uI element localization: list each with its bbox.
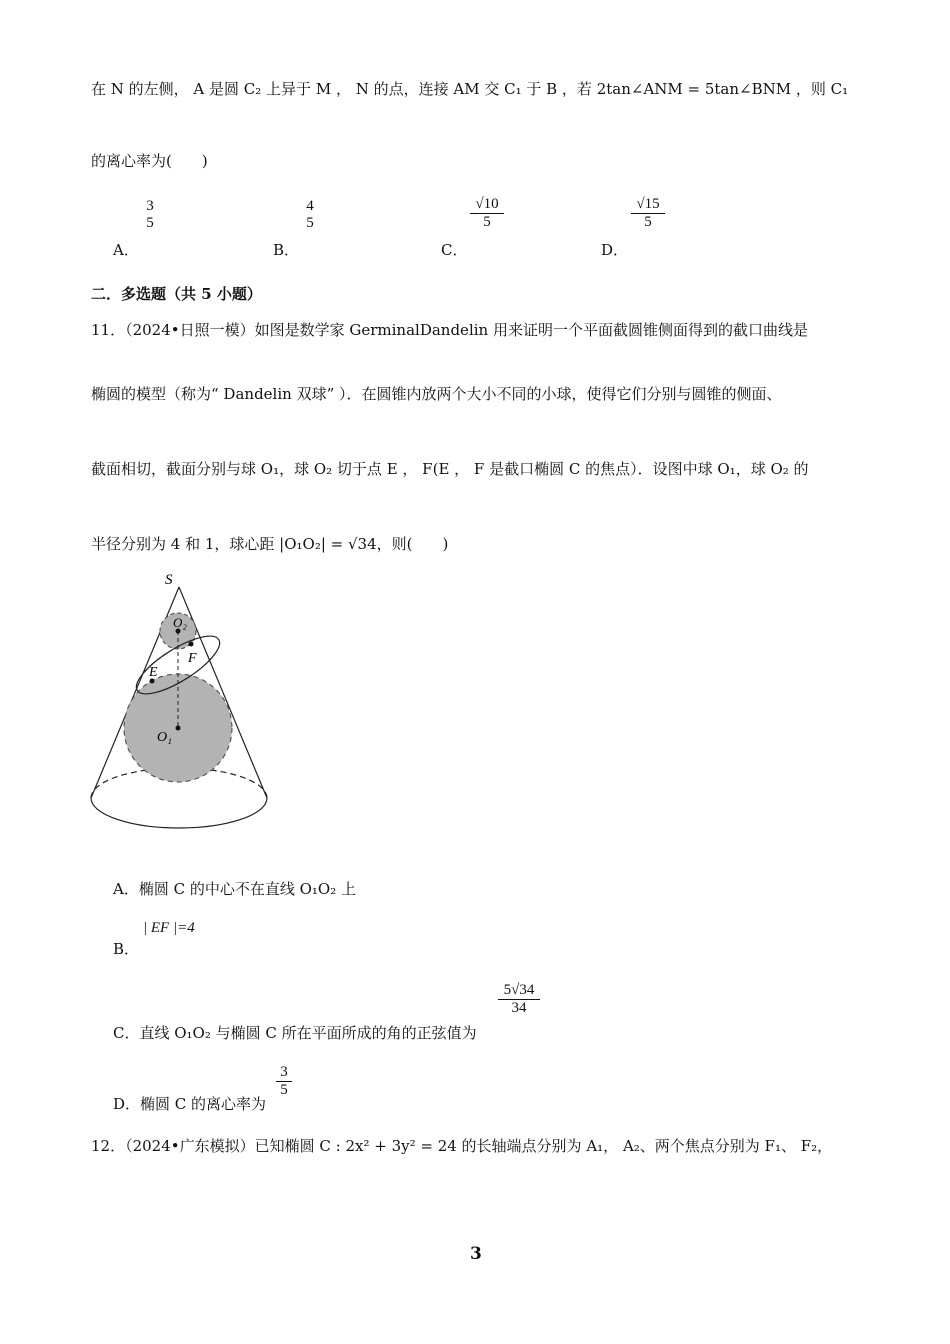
q11-option-b-expr: | EF |=4	[143, 920, 195, 936]
fraction-denominator: 5	[280, 1082, 288, 1098]
q11-line-1: 11．（2024•日照一模）如图是数学家 GerminalDandelin 用来证明一个平面截圆锥侧面得到的截口曲线是	[91, 321, 808, 339]
label-e: E	[149, 665, 158, 680]
section-heading: 二．多选题（共 5 小题）	[91, 285, 262, 303]
q11-option-a: A．椭圆 C 的中心不在直线 O₁O₂ 上	[113, 880, 357, 898]
q11-line-3: 截面相切，截面分别与球 O₁，球 O₂ 切于点 E ， F(E ， F 是截口椭圆 C 的焦点）．设图中球 O₁，球 O₂ 的	[91, 460, 809, 478]
fraction-denominator: 5	[483, 214, 491, 230]
q10-option-c-fraction	[470, 196, 504, 231]
fraction-numerator: 3	[146, 198, 154, 214]
fraction-numerator: 4	[306, 198, 314, 214]
label-o2: O₂	[173, 615, 187, 630]
q10-option-b-fraction	[300, 198, 320, 232]
label-f: F	[188, 651, 197, 666]
q11-option-d-fraction	[276, 1064, 292, 1099]
q10-option-c-label: C．	[441, 241, 468, 259]
label-o1: O₁	[157, 730, 172, 745]
page-number: 3	[470, 1244, 482, 1264]
q11-line-4: 半径分别为 4 和 1，球心距 |O₁O₂| = √34，则( )	[91, 535, 449, 553]
q11-option-c-label: C．直线 O₁O₂ 与椭圆 C 所在平面所成的角的正弦值为	[113, 1024, 477, 1042]
q10-line-2: 的离心率为( )	[91, 152, 208, 170]
point-f	[189, 642, 194, 647]
label-s: S	[165, 572, 173, 588]
q10-option-a-fraction	[140, 198, 160, 232]
q10-option-d-label: D．	[601, 241, 629, 259]
q11-option-d-label: D．椭圆 C 的离心率为	[113, 1095, 267, 1113]
point-o1	[176, 726, 181, 731]
fraction-denominator: 5	[306, 215, 314, 231]
fraction-denominator: 5	[644, 214, 652, 230]
fraction-numerator: √15	[631, 196, 665, 214]
fraction-numerator: 3	[276, 1064, 292, 1082]
q10-option-b-label: B．	[273, 241, 300, 259]
q11-line-2: 椭圆的模型（称为“ Dandelin 双球” ）．在圆锥内放两个大小不同的小球，使得它们分别与圆锥的侧面、	[91, 385, 782, 403]
q11-option-c-fraction	[498, 982, 540, 1017]
q10-option-a-label: A．	[113, 241, 139, 259]
cone-base-front	[91, 798, 267, 828]
fraction-numerator: 5√34	[498, 982, 540, 1000]
fraction-numerator: √10	[470, 196, 504, 214]
q10-option-d-fraction	[631, 196, 665, 231]
q11-option-b-label: B．	[113, 940, 140, 958]
dandelin-spheres-figure	[85, 565, 275, 835]
fraction-denominator: 5	[146, 215, 154, 231]
q12-line-1: 12．（2024•广东模拟）已知椭圆 C : 2x² + 3y² = 24 的长轴端点分别为 A₁， A₂、两个焦点分别为 F₁、 F₂，	[91, 1137, 833, 1155]
q10-line-1: 在 N 的左侧， A 是圆 C₂ 上异于 M ， N 的点，连接 AM 交 C₁ 于 B ，若 2tan∠ANM = 5tan∠BNM ，则 C₁	[91, 80, 849, 98]
fraction-denominator: 34	[511, 1000, 527, 1016]
